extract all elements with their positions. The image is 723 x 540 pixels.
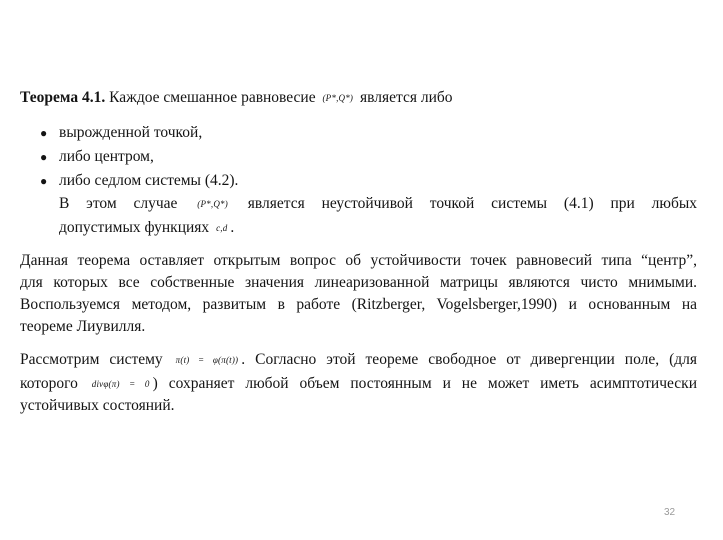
paragraph-line: Данная теорема оставляет открытым вопрос об устойчивости точек равновесий типа “центр”, (20, 252, 697, 269)
case-formula: (P*,Q*) (197, 199, 228, 209)
paragraph-line: Рассмотрим систему π(t) = φ(π(t)) . Согласно этой теореме свободное от дивергенции поле, (для (20, 351, 698, 368)
case-line-2: допустимых функциях c,d . (59, 219, 235, 236)
theorem-text-after: является либо (360, 89, 453, 106)
divergence-formula: divφ(π) = 0 (91, 379, 150, 389)
theorem-line (20, 89, 453, 107)
bullet-item: либо центром, (59, 148, 154, 165)
bullet-marker: ● (40, 150, 48, 164)
theorem-label: Теорема 4.1. (20, 89, 106, 106)
case-formula-cd: c,d (216, 223, 228, 233)
bullet-marker: ● (40, 126, 48, 140)
paragraph-line: устойчивых состояний. (20, 397, 175, 414)
paragraph-line: Воспользуемся методом, развитым в работе (Ritzberger, Vogelsberger,1990) и основанным на (20, 296, 697, 313)
theorem-text-before: Каждое смешанное равновесие (109, 89, 316, 106)
theorem-formula: (P*,Q*) (322, 93, 354, 103)
paragraph-line: для которых все собственные значения линеаризованной матрицы являются чисто мнимыми. (20, 274, 697, 291)
paragraph-line: которого divφ(π) = 0 ) сохраняет любой объем постоянным и не может иметь асимптотически (20, 375, 697, 392)
system-formula: π(t) = φ(π(t)) (175, 355, 239, 365)
page-number: 32 (664, 507, 676, 518)
bullet-item: вырожденной точкой, (59, 124, 203, 141)
case-line-1: В этом случае (P*,Q*) является неустойчивой точкой системы (4.1) при любых (59, 195, 697, 212)
bullet-marker: ● (40, 174, 48, 188)
bullet-item: либо седлом системы (4.2). (59, 172, 239, 189)
paragraph-line: теореме Лиувилля. (20, 318, 146, 335)
